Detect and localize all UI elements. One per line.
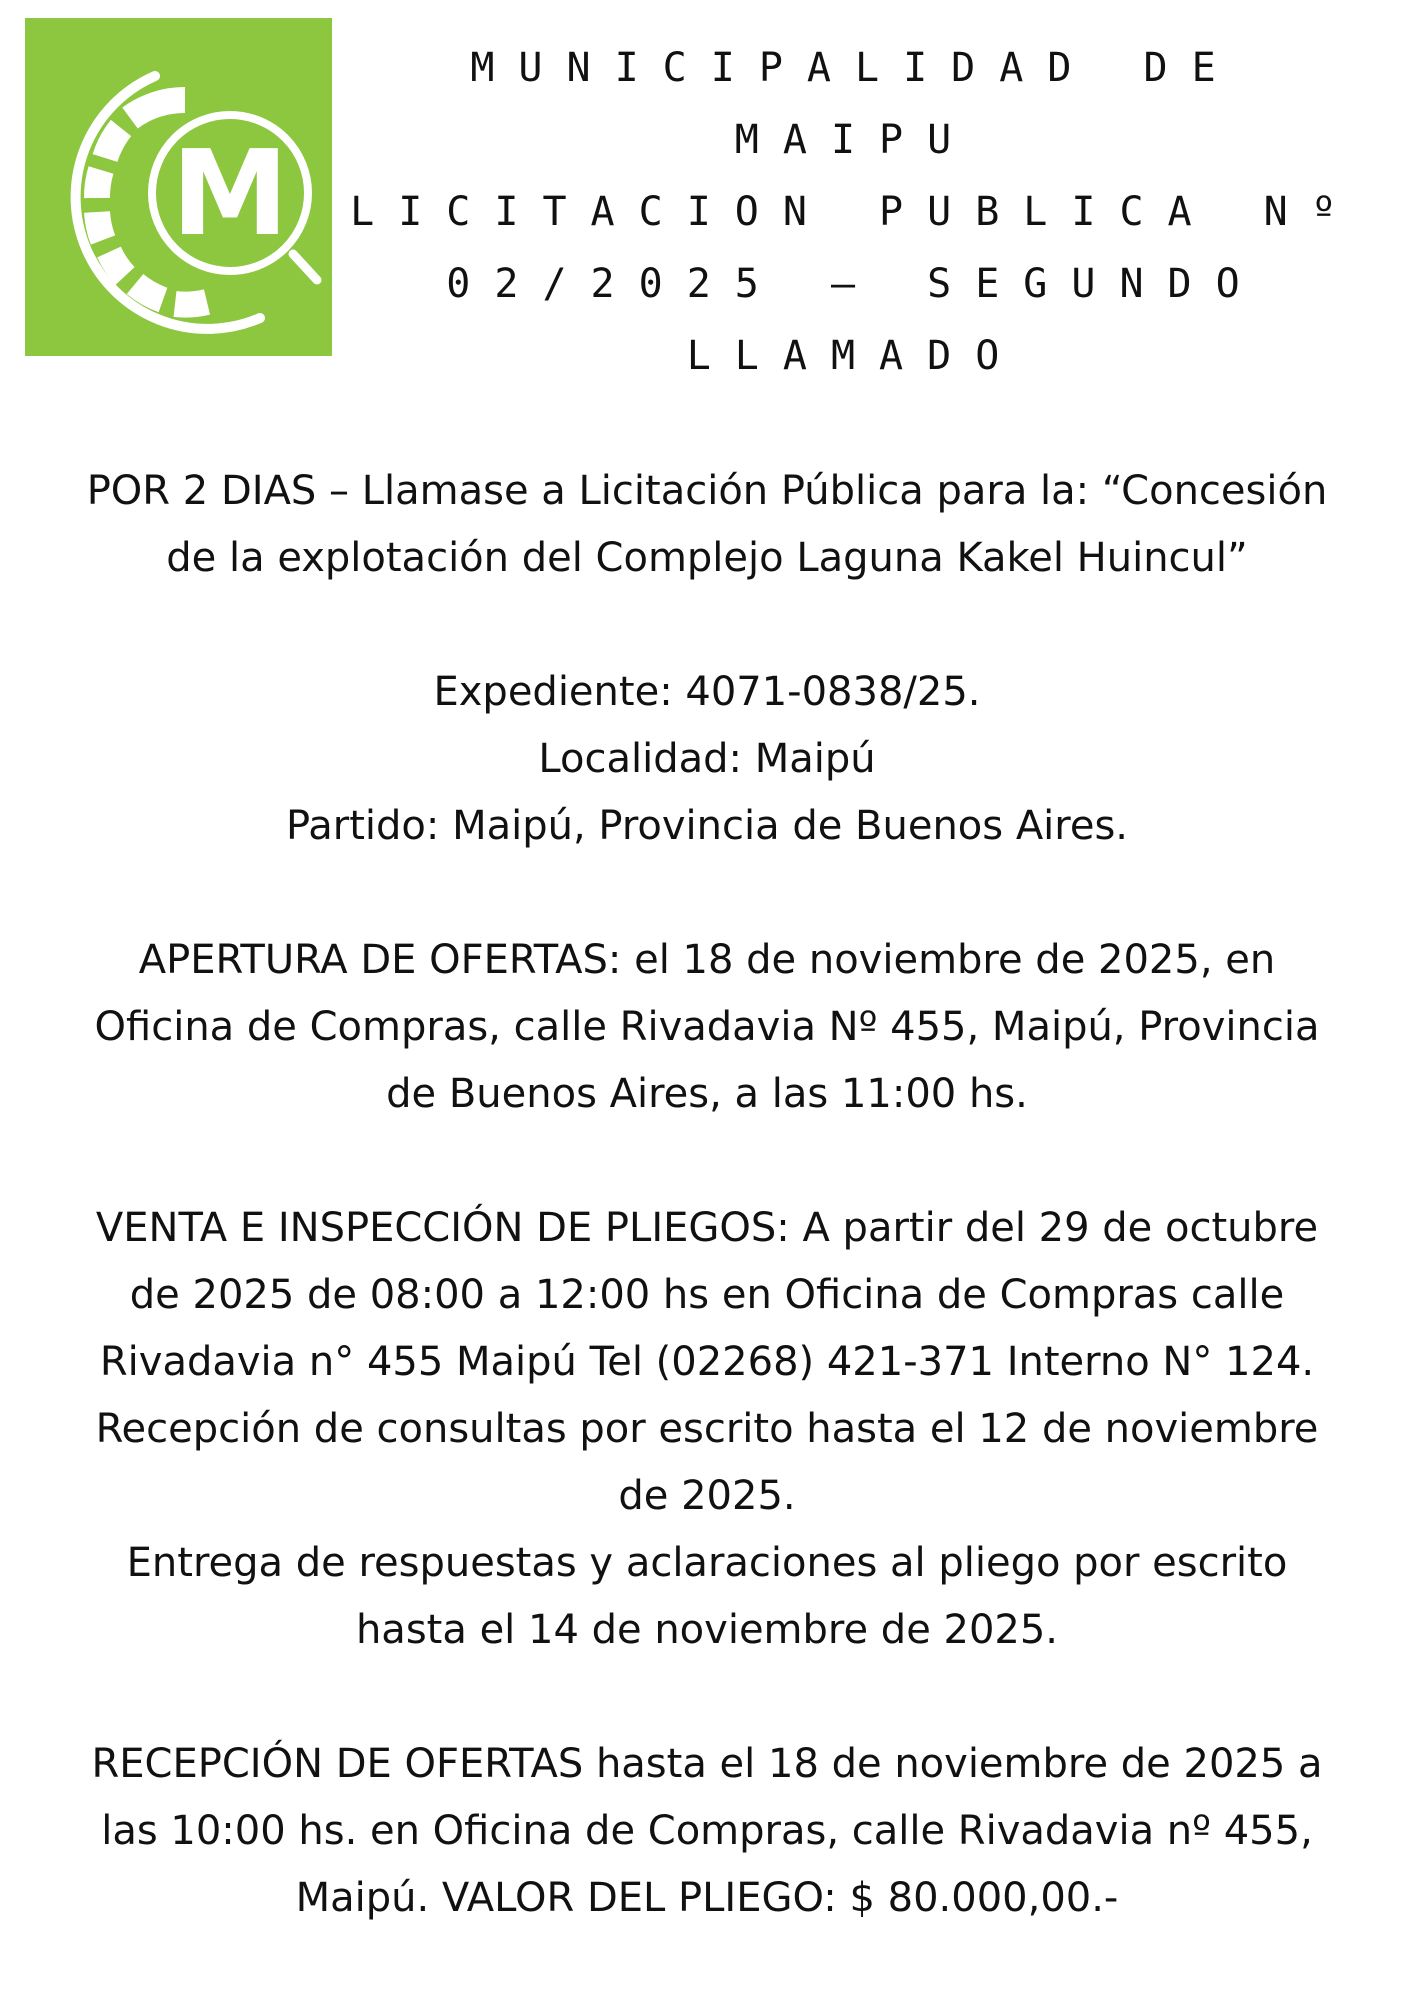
paragraph-gap: [20, 1128, 1394, 1195]
apertura-line: Oficina de Compras, calle Rivadavia Nº 455, Maipú, Provincia: [94, 1004, 1320, 1050]
respuestas-line: hasta el 14 de noviembre de 2025.: [355, 1607, 1059, 1653]
venta-line: Rivadavia n° 455 Maipú Tel (02268) 421-371 Interno N° 124.: [99, 1339, 1315, 1385]
header-line: LLAMADO: [686, 333, 1024, 379]
respuestas-line: Entrega de respuestas y aclaraciones al pliego por escrito: [126, 1540, 1288, 1586]
localidad-line: Localidad: Maipú: [538, 736, 876, 782]
venta-line: VENTA E INSPECCIÓN DE PLIEGOS: A partir del 29 de octubre: [95, 1205, 1319, 1251]
intro-line: POR 2 DIAS – Llamase a Licitación Pública para la: “Concesión: [86, 468, 1328, 514]
paragraph-gap: [20, 860, 1394, 927]
recepcion-line: Maipú. VALOR DEL PLIEGO: $ 80.000,00.-: [295, 1875, 1119, 1921]
paragraph-gap: [20, 1664, 1394, 1731]
header-line: LICITACION PUBLICA Nº: [350, 189, 1360, 235]
venta-line: de 2025 de 08:00 a 12:00 hs en Oficina de Compras calle: [129, 1272, 1285, 1318]
notice-body: [20, 458, 1394, 1932]
partido-line: Partido: Maipú, Provincia de Buenos Aires.: [285, 803, 1129, 849]
header-line: MUNICIPALIDAD DE: [470, 45, 1240, 91]
header-line: MAIPU: [734, 117, 976, 163]
intro-line: de la explotación del Complejo Laguna Kakel Huincul”: [166, 535, 1248, 581]
expediente-line: Expediente: 4071-0838/25.: [433, 669, 981, 715]
consultas-line: de 2025.: [618, 1473, 796, 1519]
municipality-logo: [25, 18, 332, 356]
apertura-line: APERTURA DE OFERTAS: el 18 de noviembre de 2025, en: [138, 937, 1276, 983]
header-line: 02/2025 – SEGUNDO: [446, 261, 1264, 307]
document-header: [345, 32, 1365, 392]
paragraph-gap: [20, 592, 1394, 659]
logo-letter: M: [171, 124, 289, 262]
recepcion-line: RECEPCIÓN DE OFERTAS hasta el 18 de noviembre de 2025 a: [91, 1741, 1323, 1787]
apertura-line: de Buenos Aires, a las 11:00 hs.: [386, 1071, 1028, 1117]
consultas-line: Recepción de consultas por escrito hasta el 12 de noviembre: [95, 1406, 1319, 1452]
recepcion-line: las 10:00 hs. en Oficina de Compras, calle Rivadavia nº 455,: [101, 1808, 1313, 1854]
